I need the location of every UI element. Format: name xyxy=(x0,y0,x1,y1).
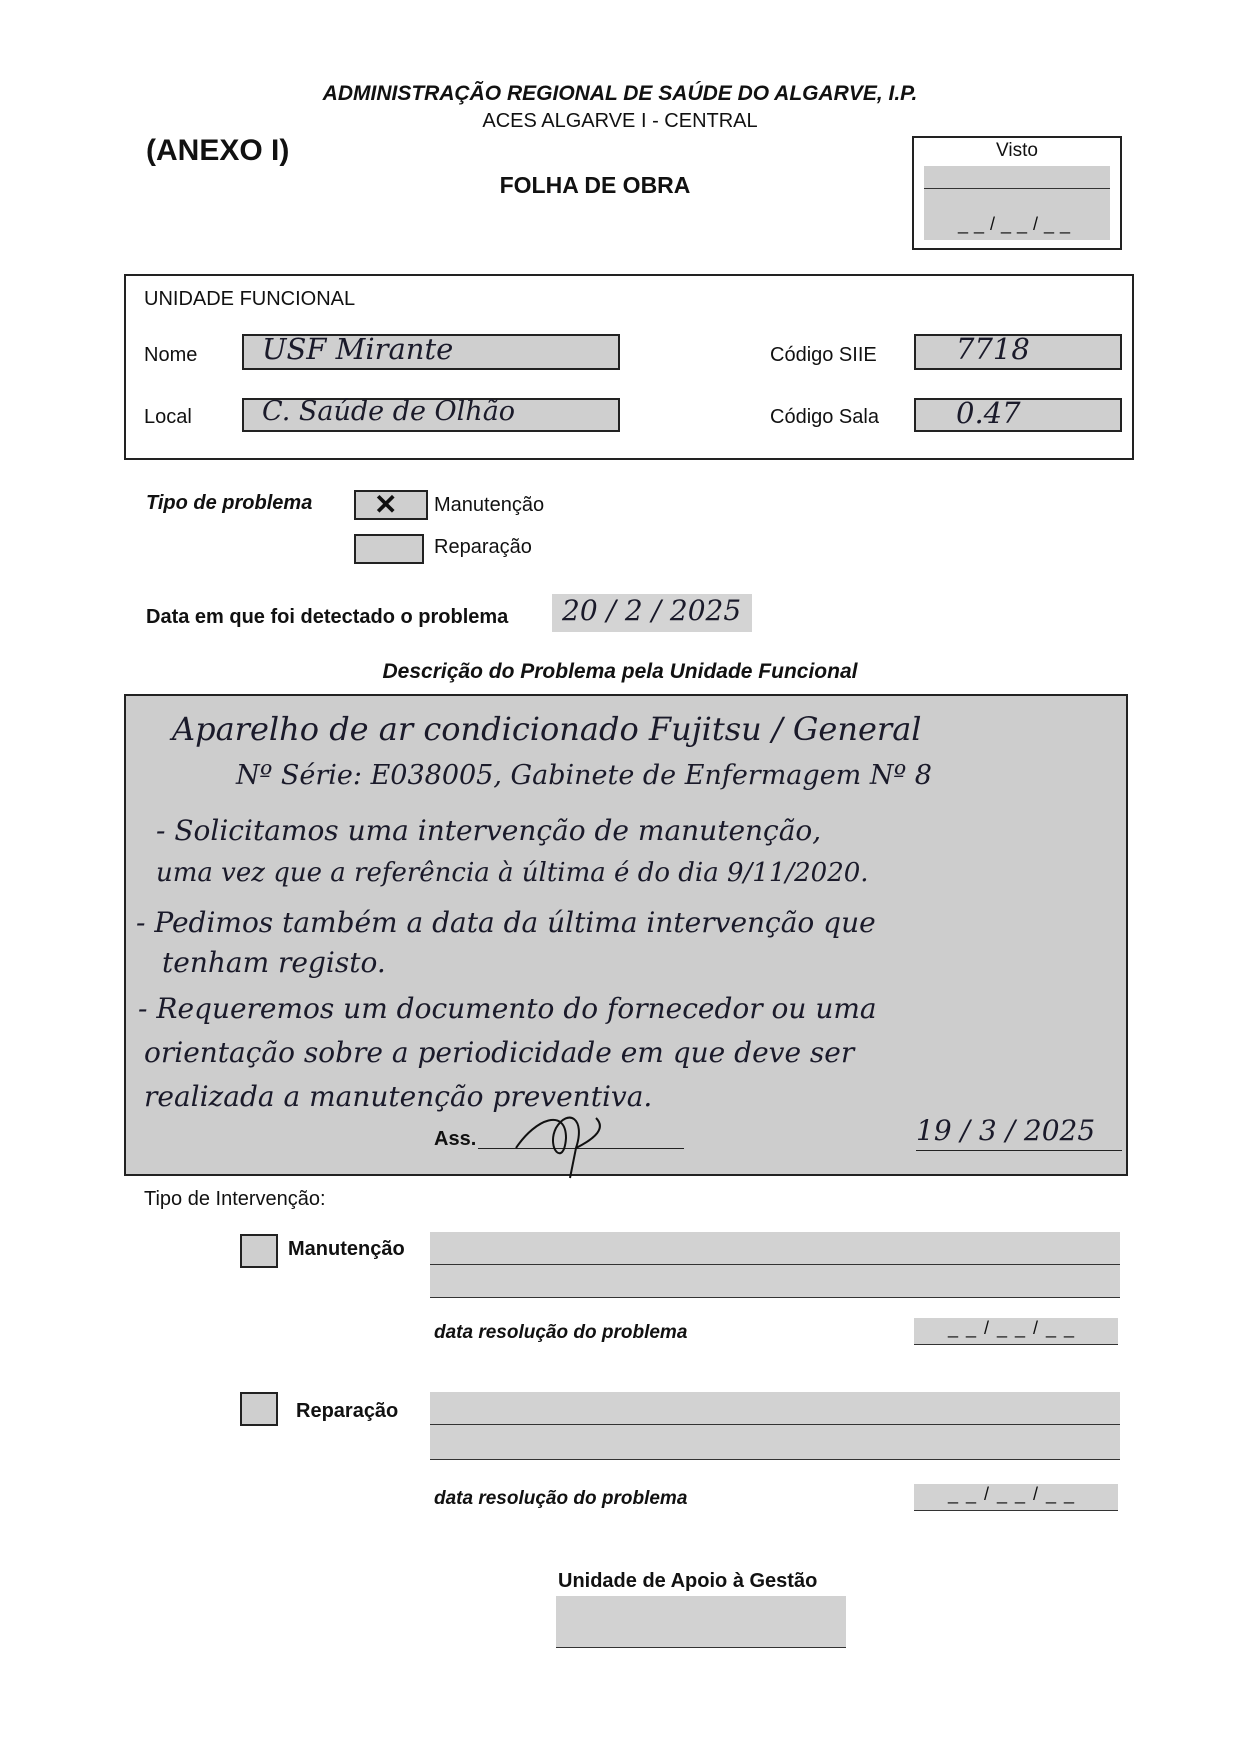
reparacao-checkbox[interactable] xyxy=(354,534,424,564)
desc-line-5: - Pedimos também a data da última intervenção que xyxy=(136,906,876,939)
data-resolucao-label-2: data resolução do problema xyxy=(434,1488,688,1509)
intervencao-reparacao-label: Reparação xyxy=(296,1400,399,1422)
signature-mark xyxy=(506,1088,636,1198)
org-name: ADMINISTRAÇÃO REGIONAL DE SAÚDE DO ALGARVE, I.P. xyxy=(322,82,918,105)
data-resolucao-field-1[interactable] xyxy=(914,1318,1118,1345)
local-value: C. Saúde de Olhão xyxy=(262,396,516,427)
descricao-title: Descrição do Problema pela Unidade Funcional xyxy=(382,660,858,683)
aces-name: ACES ALGARVE I - CENTRAL xyxy=(482,110,758,132)
local-label: Local xyxy=(144,406,192,428)
data-detectado-value: 20 / 2 / 2025 xyxy=(562,594,742,627)
tipo-intervencao-label: Tipo de Intervenção: xyxy=(144,1188,326,1210)
codigo-siie-field[interactable] xyxy=(914,334,1122,370)
unidade-funcional-section xyxy=(124,274,1134,460)
apoio-gestao-label: Unidade de Apoio à Gestão xyxy=(558,1570,818,1592)
codigo-siie-value: 7718 xyxy=(956,332,1030,366)
ass-label: Ass. xyxy=(434,1128,477,1150)
data-detectado-field[interactable] xyxy=(552,594,752,632)
intervencao-manutencao-checkbox[interactable] xyxy=(240,1234,278,1268)
desc-line-6: tenham registo. xyxy=(162,946,386,979)
visto-field[interactable] xyxy=(924,166,1110,240)
desc-line-4: uma vez que a referência à última é do dia 9/11/2020. xyxy=(156,858,869,888)
manutencao-checkbox[interactable] xyxy=(354,490,428,520)
tipo-problema-label: Tipo de problema xyxy=(146,492,313,514)
desc-line-9: realizada a manutenção preventiva. xyxy=(144,1080,653,1113)
data-resolucao-date-2: __/__/__ xyxy=(948,1484,1083,1504)
visto-box xyxy=(912,136,1122,250)
desc-line-3: - Solicitamos uma intervenção de manutenção, xyxy=(156,814,822,847)
intervencao-reparacao-field[interactable] xyxy=(430,1392,1120,1460)
desc-line-2: Nº Série: E038005, Gabinete de Enfermagem Nº 8 xyxy=(236,760,932,791)
data-resolucao-date-1: __/__/__ xyxy=(948,1318,1083,1338)
check-mark-icon: ✕ xyxy=(374,489,398,520)
codigo-sala-value: 0.47 xyxy=(956,396,1021,430)
data-resolucao-field-2[interactable] xyxy=(914,1484,1118,1511)
page-title: FOLHA DE OBRA xyxy=(499,172,691,198)
local-field[interactable] xyxy=(242,398,620,432)
codigo-sala-field[interactable] xyxy=(914,398,1122,432)
intervencao-reparacao-checkbox[interactable] xyxy=(240,1392,278,1426)
data-detectado-label: Data em que foi detectado o problema xyxy=(146,606,509,628)
descricao-field[interactable] xyxy=(124,694,1128,1176)
reparacao-option-label: Reparação xyxy=(434,536,532,558)
visto-date: __/__/__ xyxy=(957,214,1077,234)
data-resolucao-label-1: data resolução do problema xyxy=(434,1322,688,1343)
ass-date: 19 / 3 / 2025 xyxy=(916,1114,1096,1147)
section-label: UNIDADE FUNCIONAL xyxy=(144,288,356,310)
intervencao-manutencao-field[interactable] xyxy=(430,1232,1120,1298)
codigo-sala-label: Código Sala xyxy=(770,406,879,428)
desc-line-1: Aparelho de ar condicionado Fujitsu / General xyxy=(172,710,922,748)
desc-line-7: - Requeremos um documento do fornecedor ou uma xyxy=(138,992,877,1025)
nome-value: USF Mirante xyxy=(262,332,454,366)
apoio-gestao-field[interactable] xyxy=(556,1596,846,1648)
desc-line-8: orientação sobre a periodicidade em que deve ser xyxy=(144,1036,855,1069)
intervencao-manutencao-label: Manutenção xyxy=(288,1238,405,1260)
codigo-siie-label: Código SIIE xyxy=(770,344,877,366)
manutencao-option-label: Manutenção xyxy=(434,494,545,516)
visto-label: Visto xyxy=(996,140,1038,161)
annex-label: (ANEXO I) xyxy=(146,134,290,167)
nome-label: Nome xyxy=(144,344,198,366)
nome-field[interactable] xyxy=(242,334,620,370)
